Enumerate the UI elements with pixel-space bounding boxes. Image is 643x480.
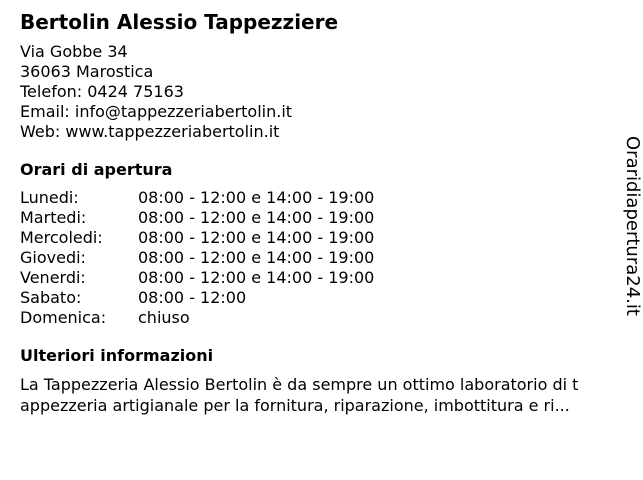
website-line: Web: www.tappezzeriabertolin.it <box>20 122 280 141</box>
additional-info-heading: Ulteriori informazioni <box>20 346 214 365</box>
hours-time-value: 08:00 - 12:00 e 14:00 - 19:00 <box>138 188 375 207</box>
hours-time-value: 08:00 - 12:00 e 14:00 - 19:00 <box>138 248 375 267</box>
hours-day-label: Martedi: <box>20 208 87 227</box>
hours-row-sunday <box>20 308 620 328</box>
hours-time-value: 08:00 - 12:00 <box>138 288 247 307</box>
hours-row-tuesday <box>20 208 620 228</box>
opening-hours-heading: Orari di apertura <box>20 160 173 179</box>
hours-day-label: Domenica: <box>20 308 107 327</box>
business-name: Bertolin Alessio Tappezziere <box>20 10 339 34</box>
additional-info-text: La Tappezzeria Alessio Bertolin è da sempre un ottimo laboratorio di t appezzeria artigianale per la fornitura, riparazione, imbottitura e ri... <box>20 375 579 415</box>
hours-time-value: 08:00 - 12:00 e 14:00 - 19:00 <box>138 268 375 287</box>
hours-time-value: 08:00 - 12:00 e 14:00 - 19:00 <box>138 208 375 227</box>
address-block <box>20 42 620 142</box>
hours-day-label: Mercoledi: <box>20 228 103 247</box>
hours-row-thursday <box>20 248 620 268</box>
site-brand-vertical: Oraridiapertura24.it <box>622 136 643 316</box>
hours-row-friday <box>20 268 620 288</box>
hours-time-value: 08:00 - 12:00 e 14:00 - 19:00 <box>138 228 375 247</box>
hours-row-wednesday <box>20 228 620 248</box>
street-address: Via Gobbe 34 <box>20 42 128 61</box>
hours-time-value: chiuso <box>138 308 190 327</box>
city-address: 36063 Marostica <box>20 62 154 81</box>
phone-line: Telefon: 0424 75163 <box>20 82 184 101</box>
hours-day-label: Sabato: <box>20 288 82 307</box>
hours-row-monday <box>20 188 620 208</box>
opening-hours-table <box>20 188 620 328</box>
email-line: Email: info@tappezzeriabertolin.it <box>20 102 293 121</box>
hours-row-saturday <box>20 288 620 308</box>
business-card <box>20 8 620 416</box>
hours-day-label: Lunedi: <box>20 188 79 207</box>
hours-day-label: Giovedi: <box>20 248 86 267</box>
hours-day-label: Venerdi: <box>20 268 86 287</box>
